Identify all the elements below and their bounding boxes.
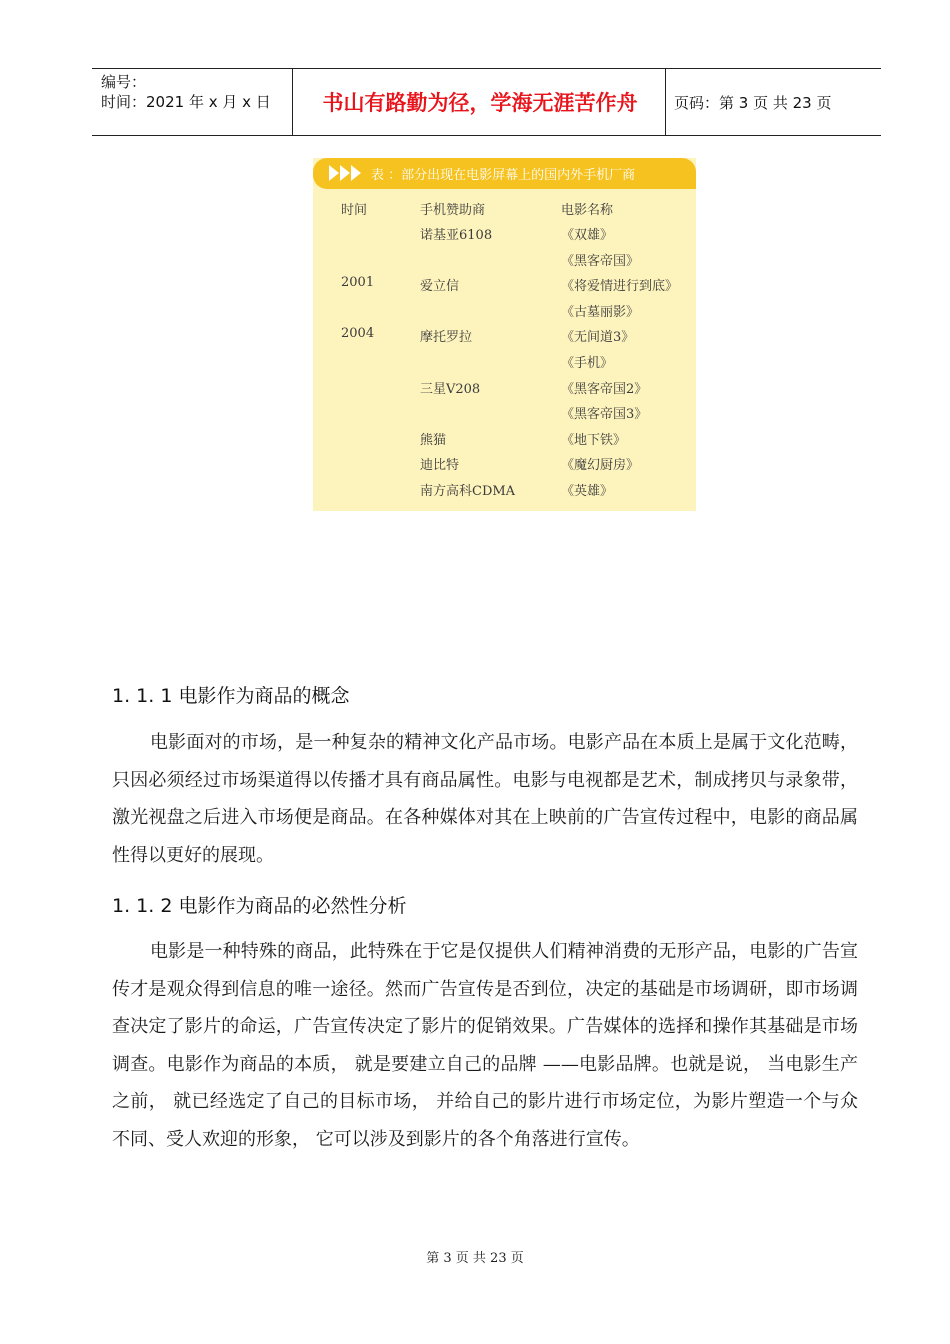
table-row (313, 480, 696, 505)
table-cell-film: 《英雄》 (561, 484, 614, 499)
column-header-film: 电影名称 (561, 203, 614, 218)
table-row (313, 224, 696, 249)
page-header (92, 68, 881, 136)
page-footer: 第 3 页 共 23 页 (426, 1251, 524, 1266)
section-heading: 1. 1. 1 电影作为商品的概念 (112, 685, 350, 707)
table-cell-sponsor: 摩托罗拉 (420, 330, 473, 346)
table-row (313, 378, 696, 403)
table-header-row (313, 199, 696, 224)
table-row (313, 403, 696, 428)
sponsor-table-figure (313, 158, 696, 511)
table-row (313, 326, 696, 351)
document-number-label: 编号： (101, 73, 147, 91)
table-cell-film: 《无间道3》 (561, 330, 635, 346)
triple-arrow-icon (329, 165, 362, 181)
table-row (313, 250, 696, 275)
table-cell-film: 《古墓丽影》 (561, 304, 640, 320)
column-header-sponsor: 手机赞助商 (420, 203, 486, 218)
document-date: 时间：2021 年 x 月 x 日 (101, 93, 271, 111)
table-cell-year: 2001 (341, 275, 375, 291)
figure-title-bar (313, 158, 696, 189)
table-cell-film: 《地下铁》 (561, 432, 627, 448)
table-cell-film: 《黑客帝国2》 (561, 381, 648, 397)
table-cell-sponsor: 爱立信 (420, 279, 460, 295)
table-cell-sponsor: 迪比特 (420, 458, 460, 474)
table-row (313, 454, 696, 479)
table-cell-year: 2004 (341, 326, 375, 342)
section-paragraph: 电影是一种特殊的商品，此特殊在于它是仅提供人们精神消费的无形产品，电影的广告宣传才是观众得到信息的唯一途径。然而广告宣传是否到位，决定的基础是市场调研，即市场调查决定了影片的命运，广告宣传决定了影片的促销效果。广告媒体的选择和操作其基础是市场调查。电影作为商品的本质， 就是要建立自己的品牌 ——电影品牌。也就是说， 当电影生产之前， 就已经选定了自己的目标市场， 并给自己的影片进行市场定位，为影片塑造一个与众不同、受人欢迎的形象， 它可以涉及到影片的各个角落进行宣传。 (112, 941, 858, 1150)
table-cell-film: 《将爱情进行到底》 (561, 279, 679, 295)
figure-title: 表 ：部分出现在电影屏幕上的国内外手机厂商 (371, 168, 636, 183)
table-cell-film: 《手机》 (561, 356, 614, 371)
table-row (313, 429, 696, 454)
header-page-number: 页码：第 3 页 共 23 页 (674, 93, 832, 112)
table-cell-film: 《黑客帝国》 (561, 253, 640, 269)
table-cell-sponsor: 诺基亚6108 (420, 228, 493, 243)
table-cell-film: 《双雄》 (561, 228, 614, 243)
table-cell-sponsor: 三星V208 (420, 381, 481, 397)
section-paragraph: 电影面对的市场，是一种复杂的精神文化产品市场。电影产品在本质上是属于文化范畴，只因必须经过市场渠道得以传播才具有商品属性。电影与电视都是艺术，制成拷贝与录象带，激光视盘之后进入市场便是商品。在各种媒体对其在上映前的广告宣传过程中，电影的商品属性得以更好的展现。 (112, 732, 858, 866)
header-divider-1 (292, 68, 293, 136)
table-row (313, 275, 696, 300)
table-cell-sponsor: 南方高科CDMA (420, 484, 516, 499)
header-info (101, 72, 271, 112)
section-heading: 1. 1. 2 电影作为商品的必然性分析 (112, 895, 407, 917)
header-motto: 书山有路勤为径，学海无涯苦作舟 (322, 91, 638, 115)
table-row (313, 301, 696, 326)
table-cell-film: 《魔幻厨房》 (561, 458, 640, 474)
table-cell-sponsor: 熊猫 (420, 432, 447, 448)
column-header-year: 时间 (341, 203, 368, 218)
table-row (313, 352, 696, 377)
table-cell-film: 《黑客帝国3》 (561, 407, 648, 423)
